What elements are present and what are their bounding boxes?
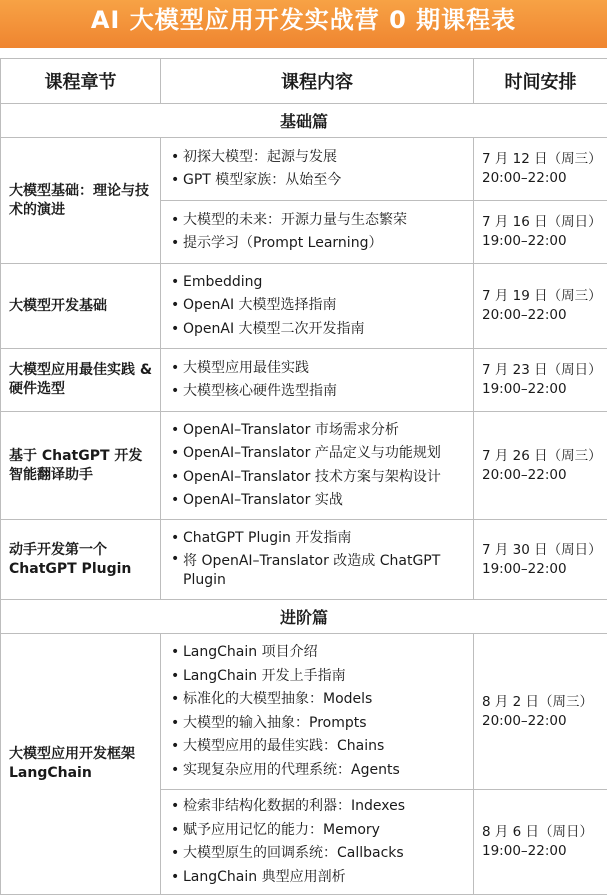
header-content: 课程内容 — [161, 59, 474, 104]
lesson-date: 7 月 30 日（周日） — [482, 541, 607, 560]
lesson-item: • 大模型的未来：开源力量与生态繁荣 — [171, 209, 467, 233]
lesson-item: • 提示学习（Prompt Learning） — [171, 232, 467, 256]
lesson-content — [161, 349, 474, 412]
lesson-item: • 检索非结构化数据的利器：Indexes — [171, 795, 467, 819]
lesson-hours: 19:00–22:00 — [482, 842, 607, 861]
lesson-item: • LangChain 典型应用剖析 — [171, 866, 467, 890]
lesson-time — [474, 349, 607, 412]
lesson-hours: 19:00–22:00 — [482, 232, 607, 251]
lesson-item: • OpenAI–Translator 市场需求分析 — [171, 419, 467, 443]
page-title: AI 大模型应用开发实战营 0 期课程表 — [0, 0, 607, 48]
lesson-item: • OpenAI 大模型选择指南 — [171, 294, 467, 318]
lesson-hours: 20:00–22:00 — [482, 712, 607, 731]
chapter-name: 大模型应用最佳实践 & 硬件选型 — [1, 349, 161, 412]
table-row — [1, 349, 607, 412]
lesson-date: 7 月 12 日（周三） — [482, 150, 607, 169]
lesson-item: • OpenAI–Translator 技术方案与架构设计 — [171, 466, 467, 490]
lesson-date: 7 月 19 日（周三） — [482, 287, 607, 306]
lesson-content — [161, 264, 474, 349]
table-row — [1, 412, 607, 520]
lesson-time — [474, 412, 607, 520]
lesson-item: • Embedding — [171, 271, 467, 295]
lesson-time — [474, 634, 607, 790]
lesson-item: • OpenAI–Translator 产品定义与功能规划 — [171, 442, 467, 466]
section-row-advanced — [1, 600, 607, 634]
lesson-time — [474, 138, 607, 201]
lesson-item: • GPT 模型家族：从始至今 — [171, 169, 467, 193]
section-row-basic — [1, 104, 607, 138]
lesson-item: • 赋予应用记忆的能力：Memory — [171, 819, 467, 843]
lesson-hours: 20:00–22:00 — [482, 306, 607, 325]
lesson-date: 7 月 26 日（周三） — [482, 447, 607, 466]
lesson-date: 8 月 6 日（周日） — [482, 823, 607, 842]
lesson-content — [161, 412, 474, 520]
lesson-item: • 大模型核心硬件选型指南 — [171, 380, 467, 404]
chapter-name: 基于 ChatGPT 开发智能翻译助手 — [1, 412, 161, 520]
section-advanced: 进阶篇 — [1, 600, 607, 634]
schedule-table — [0, 58, 607, 895]
lesson-hours: 19:00–22:00 — [482, 380, 607, 399]
lesson-content — [161, 520, 474, 600]
lesson-hours: 20:00–22:00 — [482, 169, 607, 188]
lesson-time — [474, 790, 607, 895]
lesson-time — [474, 264, 607, 349]
lesson-item: • 初探大模型：起源与发展 — [171, 146, 467, 170]
header-time: 时间安排 — [474, 59, 607, 104]
lesson-item: • 实现复杂应用的代理系统：Agents — [171, 759, 467, 783]
lesson-item: • 大模型应用的最佳实践：Chains — [171, 735, 467, 759]
table-row — [1, 138, 607, 201]
lesson-content — [161, 201, 474, 264]
lesson-hours: 19:00–22:00 — [482, 560, 607, 579]
lesson-item: • LangChain 项目介绍 — [171, 641, 467, 665]
lesson-content — [161, 634, 474, 790]
lesson-content — [161, 138, 474, 201]
lesson-time — [474, 520, 607, 600]
lesson-item: • 大模型应用最佳实践 — [171, 357, 467, 381]
lesson-item: • 将 OpenAI–Translator 改造成 ChatGPT Plugin — [171, 550, 467, 592]
lesson-date: 8 月 2 日（周三） — [482, 693, 607, 712]
table-row — [1, 264, 607, 349]
lesson-content — [161, 790, 474, 895]
lesson-item: • LangChain 开发上手指南 — [171, 665, 467, 689]
header-chapter: 课程章节 — [1, 59, 161, 104]
lesson-item: • OpenAI 大模型二次开发指南 — [171, 318, 467, 342]
chapter-name: 动手开发第一个 ChatGPT Plugin — [1, 520, 161, 600]
lesson-item: • 大模型原生的回调系统：Callbacks — [171, 842, 467, 866]
section-basic: 基础篇 — [1, 104, 607, 138]
table-row — [1, 520, 607, 600]
lesson-item: • 标准化的大模型抽象：Models — [171, 688, 467, 712]
header-row — [1, 59, 607, 104]
lesson-item: • OpenAI–Translator 实战 — [171, 489, 467, 513]
lesson-date: 7 月 23 日（周日） — [482, 361, 607, 380]
table-row — [1, 634, 607, 790]
lesson-item: • ChatGPT Plugin 开发指南 — [171, 527, 467, 551]
lesson-date: 7 月 16 日（周日） — [482, 213, 607, 232]
chapter-name: 大模型应用开发框架 LangChain — [1, 634, 161, 895]
lesson-item: • 大模型的输入抽象：Prompts — [171, 712, 467, 736]
chapter-name: 大模型基础：理论与技术的演进 — [1, 138, 161, 264]
lesson-time — [474, 201, 607, 264]
chapter-name: 大模型开发基础 — [1, 264, 161, 349]
lesson-hours: 20:00–22:00 — [482, 466, 607, 485]
